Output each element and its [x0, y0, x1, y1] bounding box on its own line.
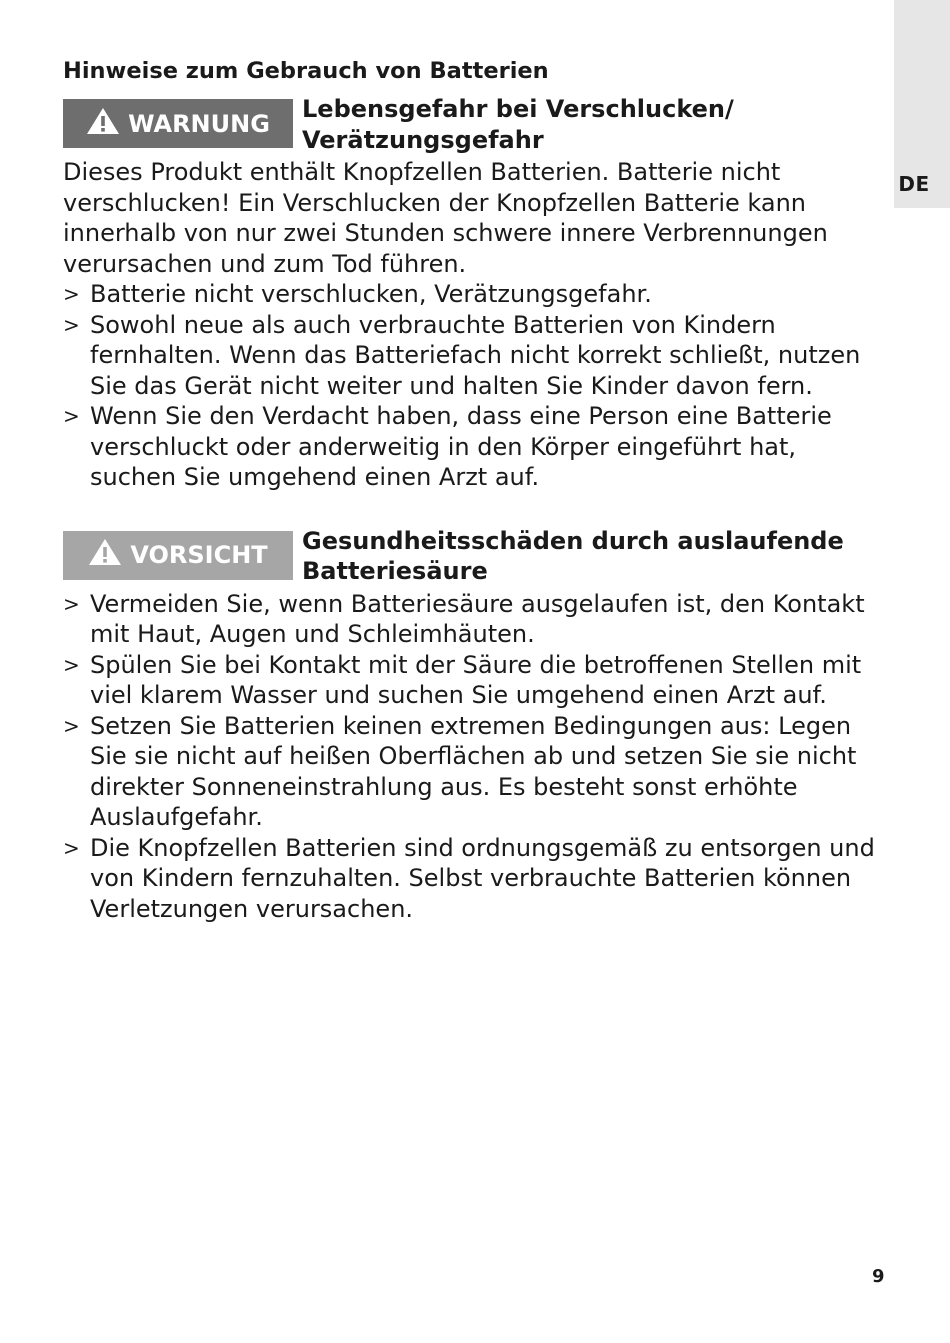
page-number: 9	[872, 1266, 885, 1287]
list-item: > Batterie nicht verschlucken, Verätzungsgefahr.	[63, 280, 652, 308]
caution-heading-line2: Batteriesäure	[302, 557, 488, 585]
caution-triangle-icon	[88, 538, 122, 572]
list-item: > Sowohl neue als auch verbrauchte Batterien von Kindern fernhalten. Wenn das Batteriefach nicht korrekt schließt, nutzen Sie das Gerät nicht weiter und halten Sie Kinder davon fern.	[63, 310, 861, 400]
section-title: Hinweise zum Gebrauch von Batterien	[63, 58, 549, 84]
warning-bullet-list	[63, 279, 888, 493]
warning-heading-line2: Verätzungsgefahr	[302, 125, 544, 154]
list-item: > Vermeiden Sie, wenn Batteriesäure ausgelaufen ist, den Kontakt mit Haut, Augen und Schleimhäuten.	[63, 589, 865, 648]
language-tab-label: DE	[898, 172, 930, 196]
caution-bullet-list	[63, 589, 888, 925]
list-item: > Setzen Sie Batterien keinen extremen Bedingungen aus: Legen Sie sie nicht auf heißen Oberflächen ab und setzen Sie sie nicht direkter Sonneneinstrahlung aus. Es besteht sonst erhöhte Auslaufgefahr.	[63, 711, 857, 831]
bullet-marker: >	[63, 404, 80, 428]
bullet-marker: >	[63, 591, 80, 616]
page-content	[63, 56, 888, 924]
caution-badge-label: VORSICHT	[130, 541, 268, 569]
warning-intro: Dieses Produkt enthält Knopfzellen Batterien. Batterie nicht verschlucken! Ein Verschlucken der Knopfzellen Batterie kann innerhalb von nur zwei Stunden schwere innere Verbrennungen verursachen und zum Tod führen.	[63, 158, 828, 278]
list-item: > Spülen Sie bei Kontakt mit der Säure die betroffenen Stellen mit viel klarem Wasser und suchen Sie umgehend einen Arzt auf.	[63, 650, 862, 709]
bullet-marker: >	[63, 652, 80, 677]
list-item: > Wenn Sie den Verdacht haben, dass eine Person eine Batterie verschluckt oder anderweitig in den Körper eingeführt hat, suchen Sie umgehend einen Arzt auf.	[63, 402, 832, 491]
caution-heading-line1: Gesundheitsschäden durch auslaufende	[302, 526, 844, 555]
warning-heading	[302, 94, 734, 155]
list-item: > Die Knopfzellen Batterien sind ordnungsgemäß zu entsorgen und von Kindern fernzuhalten. Selbst verbrauchte Batterien können Verletzungen verursachen.	[63, 833, 875, 923]
caution-block	[63, 526, 888, 587]
warning-heading-line1: Lebensgefahr bei Verschlucken/	[302, 95, 734, 123]
warning-block	[63, 95, 888, 155]
bullet-marker: >	[63, 312, 80, 337]
language-tab	[894, 0, 950, 208]
bullet-marker: >	[63, 282, 80, 306]
bullet-marker: >	[63, 713, 80, 738]
warning-badge-label: WARNUNG	[128, 109, 270, 138]
bullet-marker: >	[63, 835, 80, 860]
warning-triangle-icon	[86, 107, 120, 141]
warning-badge	[63, 99, 293, 148]
caution-heading	[302, 526, 844, 587]
caution-badge	[63, 531, 293, 580]
